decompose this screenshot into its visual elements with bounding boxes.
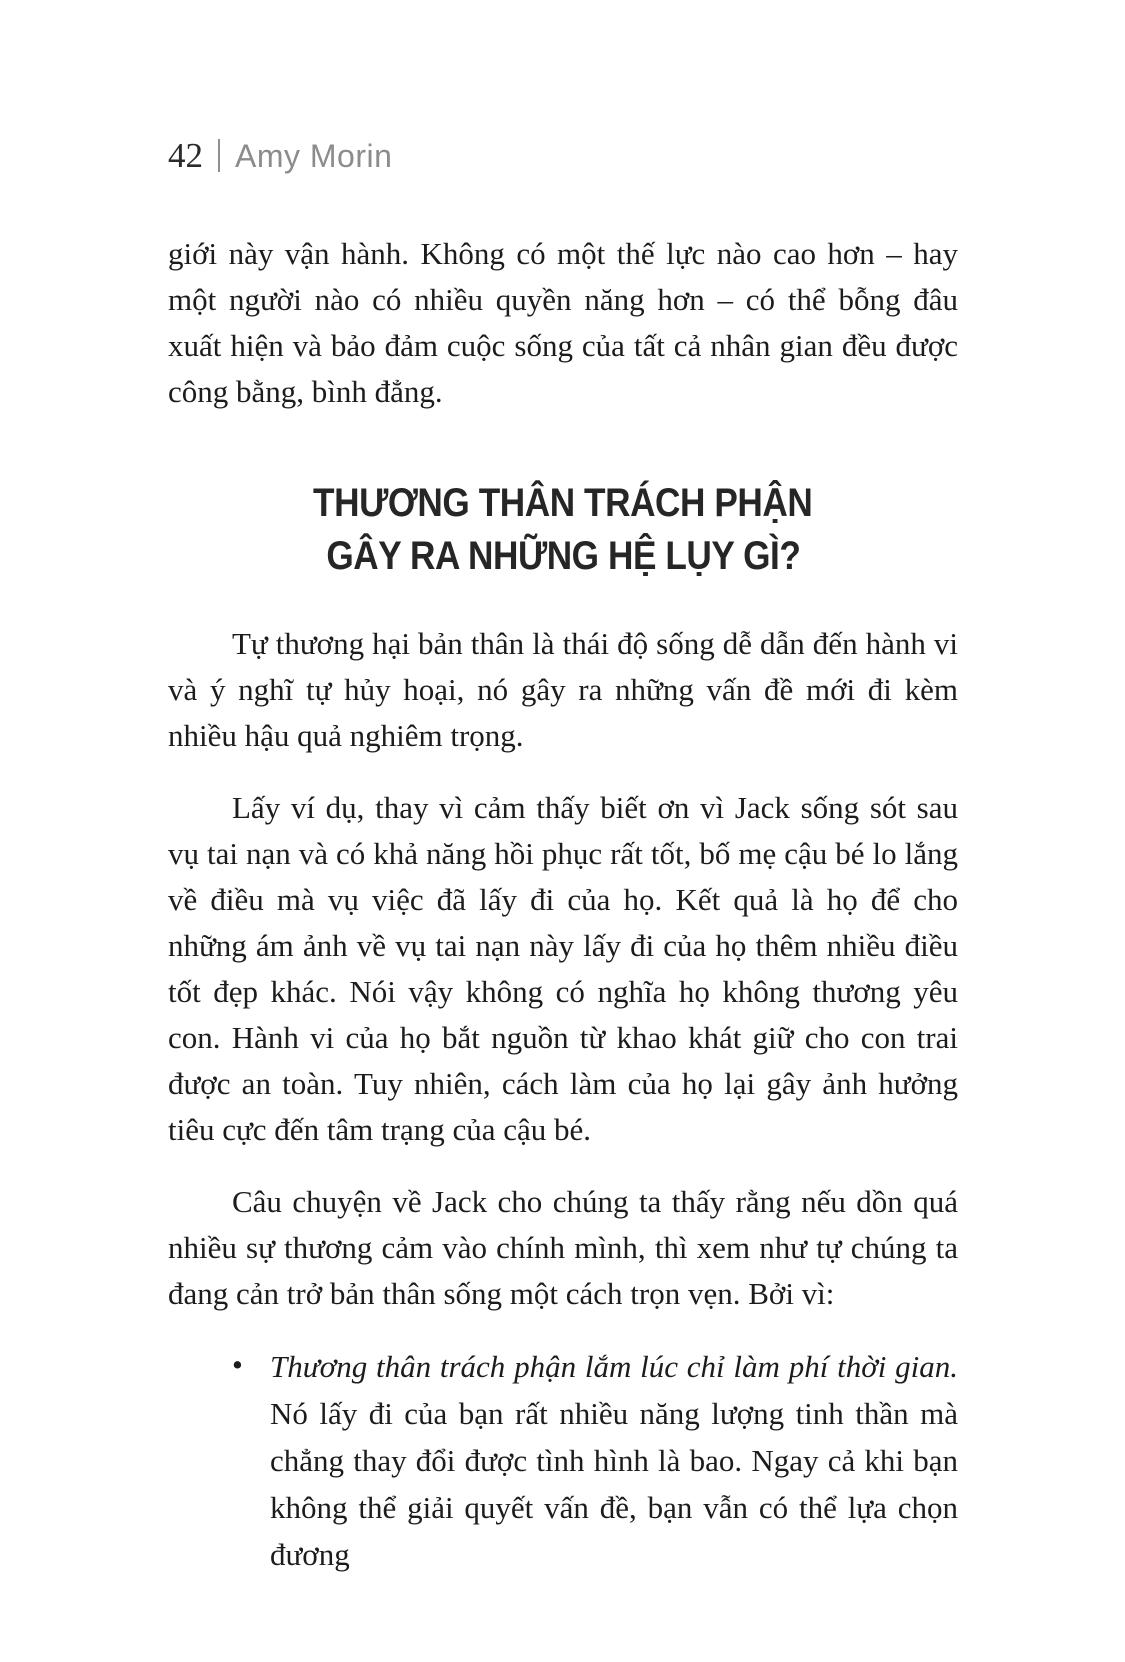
heading-line-2: GÂY RA NHỮNG HỆ LỤY GÌ?: [325, 534, 801, 578]
bullet-text-rest: Nó lấy đi của bạn rất nhiều năng lượng tinh thần mà chẳng thay đổi được tình hình là bao. Ngay cả khi bạn không thể giải quyết vấn đề, bạn vẫn có thể lựa chọn đương: [270, 1396, 958, 1572]
header-divider: [218, 139, 220, 172]
bullet-marker-icon: •: [232, 1347, 243, 1382]
heading-line-1: THƯƠNG THÂN TRÁCH PHẬN: [313, 481, 813, 525]
section-heading: [168, 477, 958, 583]
page-number: 42: [168, 136, 203, 175]
bullet-item: [168, 1343, 958, 1578]
author-name: Amy Morin: [235, 137, 393, 174]
bullet-text-italic: Thương thân trách phận lắm lúc chỉ làm phí thời gian.: [270, 1349, 958, 1384]
paragraph: Tự thương hại bản thân là thái độ sống dễ dẫn đến hành vi và ý nghĩ tự hủy hoại, nó gây ra những vấn đề mới đi kèm nhiều hậu quả nghiêm trọng.: [168, 626, 958, 753]
paragraph: Câu chuyện về Jack cho chúng ta thấy rằng nếu dồn quá nhiều sự thương cảm vào chính mình, thì xem như tự chúng ta đang cản trở bản thân sống một cách trọn vẹn. Bởi vì:: [168, 1184, 958, 1311]
running-header: [168, 138, 958, 173]
paragraph: Lấy ví dụ, thay vì cảm thấy biết ơn vì Jack sống sót sau vụ tai nạn và có khả năng hồi phục rất tốt, bố mẹ cậu bé lo lắng về điều mà vụ việc đã lấy đi của họ. Kết quả là họ để cho những ám ảnh về vụ tai nạn này lấy đi của họ thêm nhiều điều tốt đẹp khác. Nói vậy không có nghĩa họ không thương yêu con. Hành vi của họ bắt nguồn từ khao khát giữ cho con trai được an toàn. Tuy nhiên, cách làm của họ lại gây ảnh hưởng tiêu cực đến tâm trạng của cậu bé.: [168, 790, 958, 1147]
paragraph-continued: giới này vận hành. Không có một thế lực nào cao hơn – hay một người nào có nhiều quyền năng hơn – có thể bỗng đâu xuất hiện và bảo đảm cuộc sống của tất cả nhân gian đều được công bằng, bình đẳng.: [168, 236, 958, 409]
